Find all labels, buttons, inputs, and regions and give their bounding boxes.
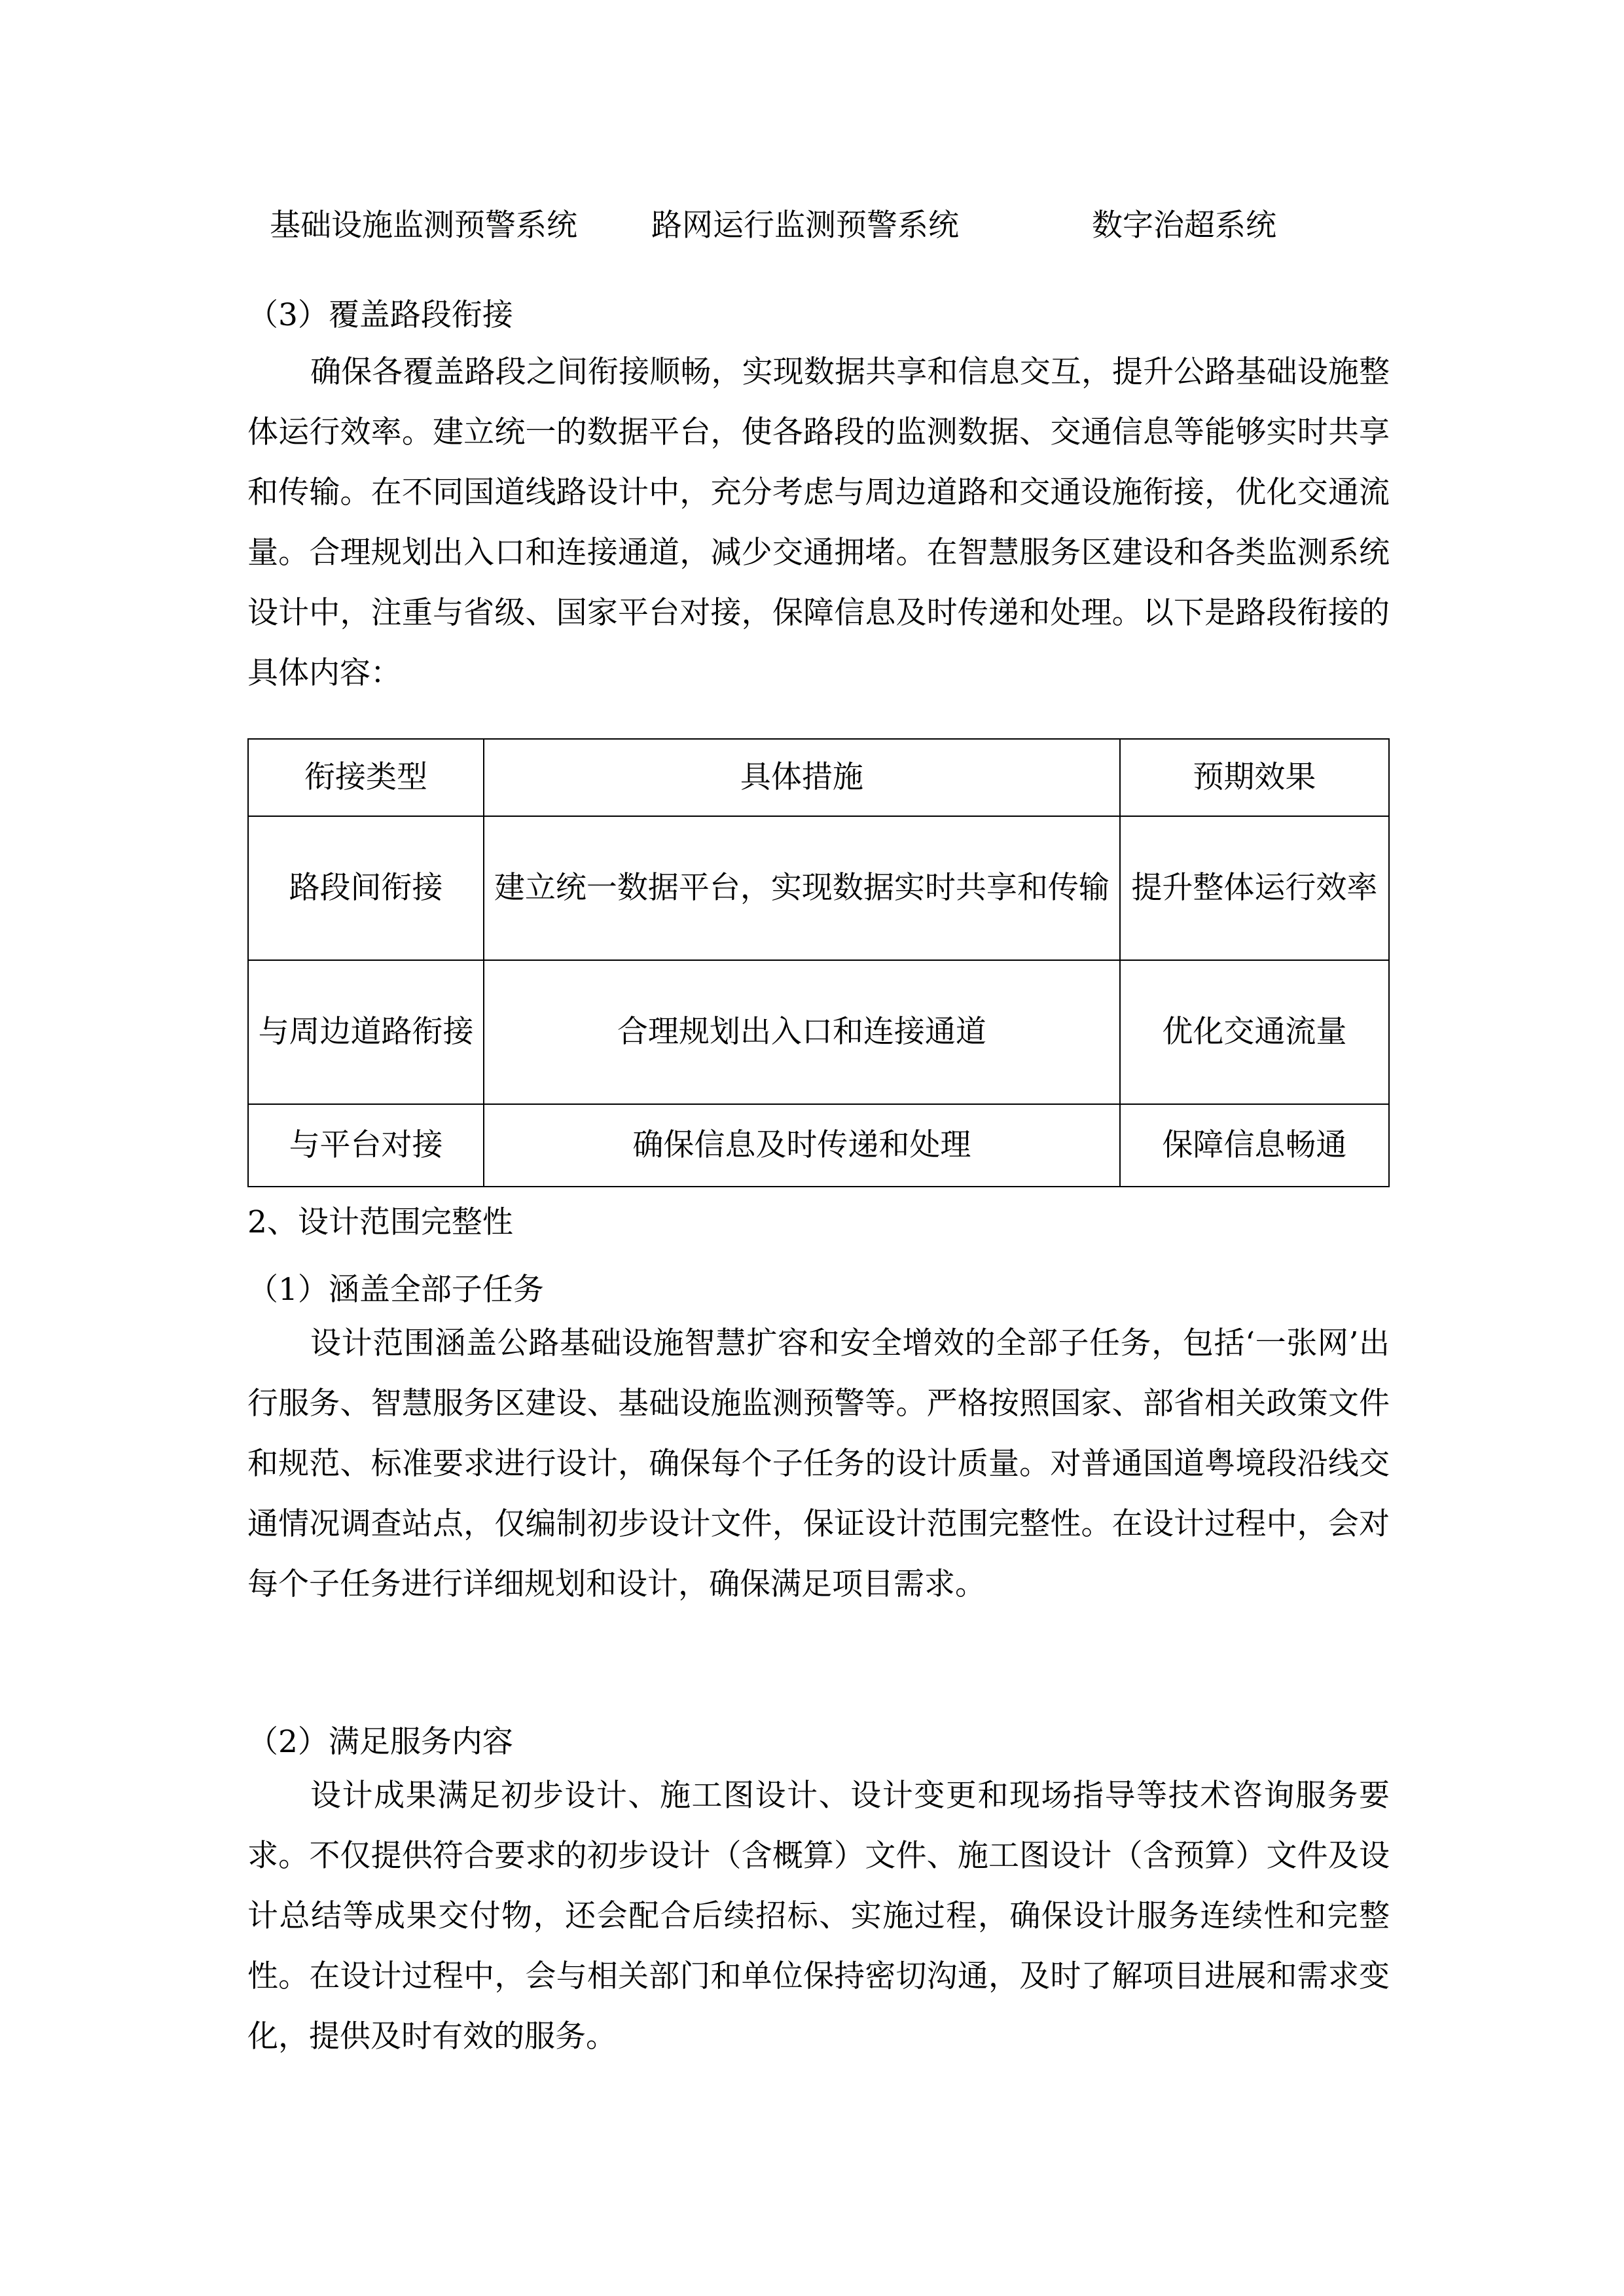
section-3-paragraph: 确保各覆盖路段之间衔接顺畅，实现数据共享和信息交互，提升公路基础设施整体运行效率。建立统一的数据平台，使各路段的监测数据、交通信息等能够实时共享和传输。在不同国道线路设计中，充分考虑与周边道路和交通设施衔接，优化交通流量。合理规划出入口和连接通道，减少交通拥堵。在智慧服务区建设和各类监测系统设计中，注重与省级、国家平台对接，保障信息及时传递和处理。以下是路段衔接的具体内容： — [247, 354, 1390, 691]
caption-digital-overload-control: 数字治超系统 — [1092, 207, 1276, 243]
table-cell: 建立统一数据平台，实现数据实时共享和传输 — [484, 816, 1120, 960]
table-row — [248, 960, 1389, 1104]
table-cell: 提升整体运行效率 — [1120, 816, 1389, 960]
subsection-2-paragraph: 设计成果满足初步设计、施工图设计、设计变更和现场指导等技术咨询服务要求。不仅提供符合要求的初步设计（含概算）文件、施工图设计（含预算）文件及设计总结等成果交付物，还会配合后续招标、实施过程，确保设计服务连续性和完整性。在设计过程中，会与相关部门和单位保持密切沟通，及时了解项目进展和需求变化，提供及时有效的服务。 — [247, 1778, 1390, 2054]
table-header-cell: 具体措施 — [484, 739, 1120, 816]
connection-table — [247, 738, 1390, 1187]
table-header-cell: 衔接类型 — [248, 739, 484, 816]
table-cell: 优化交通流量 — [1120, 960, 1389, 1104]
table-cell: 确保信息及时传递和处理 — [484, 1104, 1120, 1187]
table-cell: 与平台对接 — [248, 1104, 484, 1187]
caption-network-monitoring: 路网运行监测预警系统 — [651, 207, 959, 243]
caption-infrastructure-monitoring: 基础设施监测预警系统 — [270, 207, 577, 243]
table-cell: 与周边道路衔接 — [248, 960, 484, 1104]
table-cell: 路段间衔接 — [248, 816, 484, 960]
subsection-1-paragraph: 设计范围涵盖公路基础设施智慧扩容和安全增效的全部子任务，包括‘一张网’出行服务、智慧服务区建设、基础设施监测预警等。严格按照国家、部省相关政策文件和规范、标准要求进行设计，确保每个子任务的设计质量。对普通国道粤境段沿线交通情况调查站点，仅编制初步设计文件，保证设计范围完整性。在设计过程中，会对每个子任务进行详细规划和设计，确保满足项目需求。 — [247, 1325, 1390, 1602]
table-cell: 合理规划出入口和连接通道 — [484, 960, 1120, 1104]
section-3-heading: （3）覆盖路段衔接 — [247, 297, 513, 333]
section-2-heading: 2、设计范围完整性 — [247, 1204, 513, 1240]
table-cell: 保障信息畅通 — [1120, 1104, 1389, 1187]
table-row — [248, 816, 1389, 960]
subsection-1-heading: （1）涵盖全部子任务 — [247, 1272, 544, 1308]
figure-captions — [0, 200, 1624, 252]
table-header-row — [248, 739, 1389, 816]
subsection-2-heading: （2）满足服务内容 — [247, 1724, 513, 1760]
table-row — [248, 1104, 1389, 1187]
table-header-cell: 预期效果 — [1120, 739, 1389, 816]
